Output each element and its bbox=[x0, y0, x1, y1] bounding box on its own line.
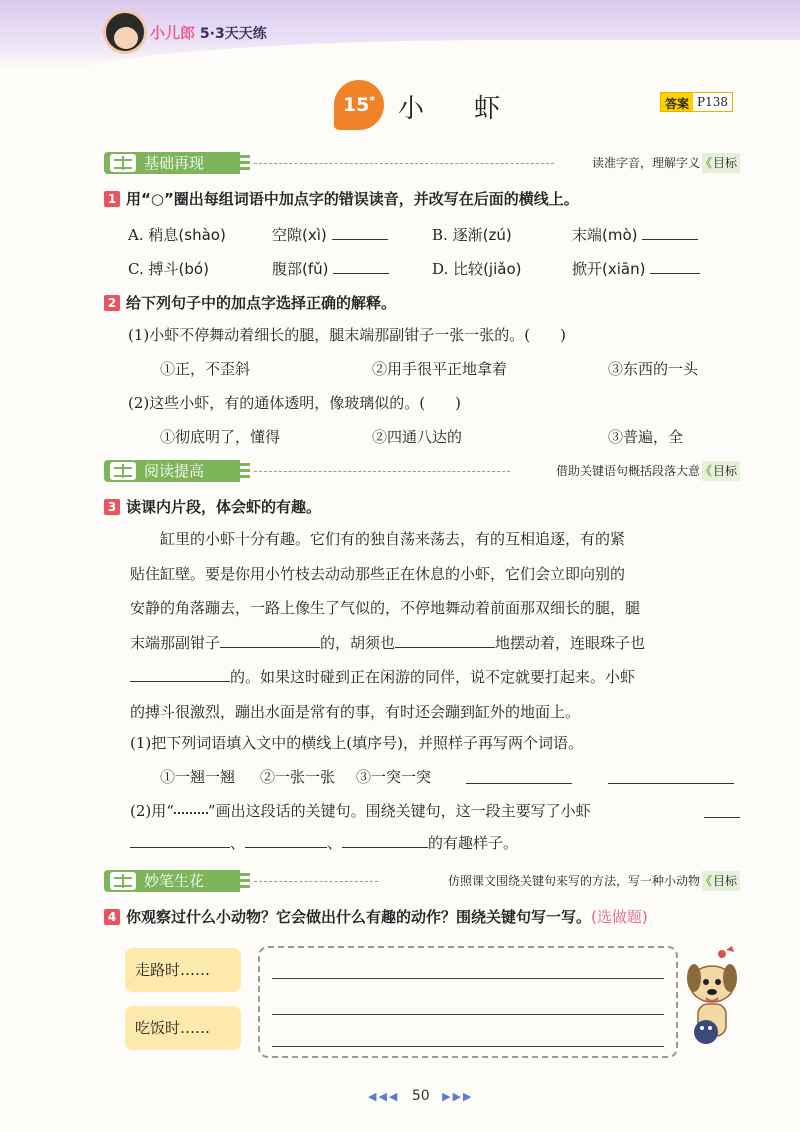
brand-main: 小儿郎 bbox=[150, 24, 196, 42]
writing-line[interactable] bbox=[272, 1014, 664, 1015]
answer-blank[interactable] bbox=[332, 226, 388, 240]
q3-sub-1: (1)把下列词语填入文中的横线上(填序号)，并照样子再写两个词语。 bbox=[130, 734, 583, 752]
q1-item-b2 bbox=[572, 224, 698, 245]
dog-cat-illustration-icon bbox=[676, 944, 746, 1056]
pinyin: (jiǎo) bbox=[483, 260, 522, 278]
book-icon bbox=[110, 462, 136, 480]
pinyin: (fǔ) bbox=[302, 260, 329, 278]
lesson-number: 15 bbox=[342, 94, 370, 116]
brand-logo bbox=[150, 22, 267, 43]
page-number: 50 bbox=[411, 1088, 430, 1104]
q1-item-b bbox=[432, 224, 512, 245]
pinyin: (shào) bbox=[178, 226, 226, 244]
item-label: C. bbox=[128, 260, 144, 278]
q2-s1-option-2[interactable]: ②用手很平正地拿着 bbox=[372, 360, 508, 378]
q3-sub-2-cont bbox=[130, 832, 518, 853]
q2-s2-option-2[interactable]: ②四通八达的 bbox=[372, 428, 463, 446]
answer-blank[interactable] bbox=[333, 260, 389, 274]
word: 比较 bbox=[453, 260, 484, 278]
passage-line: 缸里的小虾十分有趣。它们有的独自荡来荡去，有的互相追逐，有的紧 bbox=[160, 530, 626, 548]
passage-fragment: 的。如果这时碰到正在闲游的同伴，说不定就要打起来。小虾 bbox=[230, 668, 636, 686]
answer-blank[interactable] bbox=[642, 226, 698, 240]
answer-reference[interactable] bbox=[660, 92, 733, 112]
q3-option-1: ①一翘一翘 bbox=[160, 768, 236, 786]
summary-blank-4[interactable] bbox=[342, 834, 428, 848]
extra-word-blank-1[interactable] bbox=[466, 770, 572, 784]
word: 稍息 bbox=[148, 226, 179, 244]
q1-item-d2 bbox=[572, 258, 700, 279]
prompt-text: 给下列句子中的加点字选择正确的解释。 bbox=[126, 294, 397, 312]
writing-area[interactable] bbox=[258, 946, 678, 1058]
prev-arrows-icon: ◀◀◀ bbox=[368, 1090, 400, 1103]
optional-tag: (选做题) bbox=[591, 908, 648, 926]
q1-item-a bbox=[128, 224, 226, 245]
question-1-prompt bbox=[104, 188, 579, 209]
lesson-star: * bbox=[369, 93, 376, 107]
item-label: D. bbox=[432, 260, 449, 278]
passage-blank-1[interactable] bbox=[220, 634, 320, 648]
section-tag bbox=[104, 460, 240, 482]
item-label: A. bbox=[128, 226, 144, 244]
word: 搏斗 bbox=[148, 260, 179, 278]
question-number: 3 bbox=[104, 499, 120, 515]
page-footer bbox=[368, 1088, 474, 1104]
q2-s1-option-3[interactable]: ③东西的一头 bbox=[608, 360, 699, 378]
goal-label: 《 目标 bbox=[702, 871, 740, 891]
cue-eating: 吃饭时…… bbox=[125, 1006, 241, 1050]
goal-label: 《 目标 bbox=[702, 461, 740, 481]
section-header-reading bbox=[104, 460, 740, 482]
q1-item-c bbox=[128, 258, 209, 279]
sub2-text: (2)用“ bbox=[130, 802, 174, 820]
q1-item-c2 bbox=[272, 258, 389, 279]
q2-s2-option-3[interactable]: ③普遍，全 bbox=[608, 428, 684, 446]
answer-label: 答案 bbox=[661, 93, 693, 111]
section-name: 阅读提高 bbox=[144, 462, 205, 480]
word: 空隙 bbox=[272, 226, 303, 244]
q2-s2-option-1[interactable]: ①彻底明了，懂得 bbox=[160, 428, 281, 446]
goal-label: 《 目标 bbox=[702, 153, 740, 173]
passage-blank-3[interactable] bbox=[130, 668, 230, 682]
lesson-number-badge bbox=[334, 80, 384, 130]
section-name: 妙笔生花 bbox=[144, 872, 205, 890]
divider bbox=[254, 471, 510, 472]
pinyin: (mò) bbox=[602, 226, 638, 244]
q3-sub-2 bbox=[130, 800, 591, 821]
item-label: B. bbox=[432, 226, 448, 244]
prompt-text: 你观察过什么小动物？它会做出什么有趣的动作？围绕关键句写一写。 bbox=[126, 908, 592, 926]
summary-blank-3[interactable] bbox=[245, 834, 327, 848]
question-number: 1 bbox=[104, 191, 120, 207]
passage-fragment: 地摆动着，连眼珠子也 bbox=[495, 633, 646, 652]
q1-item-a2 bbox=[272, 224, 388, 245]
section-tag bbox=[104, 152, 240, 174]
section-header-writing bbox=[104, 870, 740, 892]
sub2-end: 的有趣样子。 bbox=[428, 834, 519, 852]
lesson-title: 小虾 bbox=[398, 94, 551, 124]
passage-line-with-blank bbox=[130, 660, 742, 695]
summary-blank-1[interactable] bbox=[704, 804, 740, 818]
prompt-text: 读课内片段，体会虾的有趣。 bbox=[126, 498, 322, 516]
question-4-prompt bbox=[104, 906, 648, 927]
answer-blank[interactable] bbox=[650, 260, 700, 274]
q3-option-2: ②一张一张 bbox=[260, 768, 336, 786]
passage-line: 贴住缸壁。要是你用小竹枝去动动那些正在休息的小虾，它们会立即向别的 bbox=[130, 564, 626, 583]
section-tag bbox=[104, 870, 240, 892]
prompt-text: 用“○”圈出每组词语中加点字的错误读音，并改写在后面的横线上。 bbox=[126, 190, 579, 208]
separator: 、 bbox=[230, 834, 246, 852]
mascot-avatar-icon bbox=[103, 10, 147, 54]
word: 腹部 bbox=[272, 260, 303, 278]
question-2-prompt bbox=[104, 292, 396, 313]
section-goal: 借助关键语句概括段落大意 bbox=[552, 462, 700, 479]
q2-s1-option-1[interactable]: ①正，不歪斜 bbox=[160, 360, 251, 378]
word: 末端 bbox=[572, 226, 603, 244]
passage-fragment: 末端那副钳子 bbox=[130, 633, 221, 652]
q2-sentence-2: (2)这些小虾，有的通体透明，像玻璃似的。( ) bbox=[128, 394, 461, 412]
answer-page: P138 bbox=[693, 93, 732, 111]
section-goal: 读准字音，理解字义 bbox=[588, 154, 700, 171]
separator: 、 bbox=[327, 834, 343, 852]
passage-fragment: 的，胡须也 bbox=[320, 633, 396, 652]
word: 逐渐 bbox=[452, 226, 483, 244]
extra-word-blank-2[interactable] bbox=[608, 770, 734, 784]
book-icon bbox=[110, 154, 136, 172]
next-arrows-icon: ▶▶▶ bbox=[442, 1090, 474, 1103]
section-header-basics bbox=[104, 152, 740, 174]
pinyin: (zú) bbox=[482, 226, 512, 244]
word: 掀开 bbox=[572, 260, 603, 278]
passage-blank-2[interactable] bbox=[395, 634, 495, 648]
pinyin: (xì) bbox=[302, 226, 327, 244]
writing-line[interactable] bbox=[272, 978, 664, 979]
sub2-text: ”画出这段话的关键句。围绕关键句，这一段主要写了小虾 bbox=[207, 802, 591, 820]
section-name: 基础再现 bbox=[144, 154, 205, 172]
section-goal: 仿照课文围绕关键句来写的方法，写一种小动物 bbox=[444, 872, 700, 889]
divider bbox=[254, 881, 378, 882]
book-icon bbox=[110, 872, 136, 890]
brand-sub: 5·3天天练 bbox=[199, 26, 267, 42]
divider bbox=[254, 163, 554, 164]
question-3-prompt bbox=[104, 496, 321, 517]
reading-passage bbox=[130, 522, 742, 729]
q3-option-3: ③一突一突 bbox=[356, 768, 432, 786]
writing-line[interactable] bbox=[272, 1046, 664, 1047]
q1-item-d bbox=[432, 258, 521, 279]
passage-line: 安静的角落蹦去，一路上像生了气似的，不停地舞动着前面那双细长的腿，腿 bbox=[130, 599, 641, 617]
passage-line: 的搏斗很激烈，蹦出水面是常有的事，有时还会蹦到缸外的地面上。 bbox=[130, 702, 581, 721]
passage-line-with-blanks bbox=[130, 626, 742, 661]
wavy-underline-icon bbox=[174, 808, 208, 814]
question-number: 2 bbox=[104, 295, 120, 311]
summary-blank-2[interactable] bbox=[130, 834, 230, 848]
pinyin: (xiān) bbox=[602, 260, 646, 278]
cue-walking: 走路时…… bbox=[125, 948, 241, 992]
pinyin: (bó) bbox=[178, 260, 209, 278]
q2-sentence-1: (1)小虾不停舞动着细长的腿，腿末端那副钳子一张一张的。( ) bbox=[128, 326, 566, 344]
question-number: 4 bbox=[104, 909, 120, 925]
